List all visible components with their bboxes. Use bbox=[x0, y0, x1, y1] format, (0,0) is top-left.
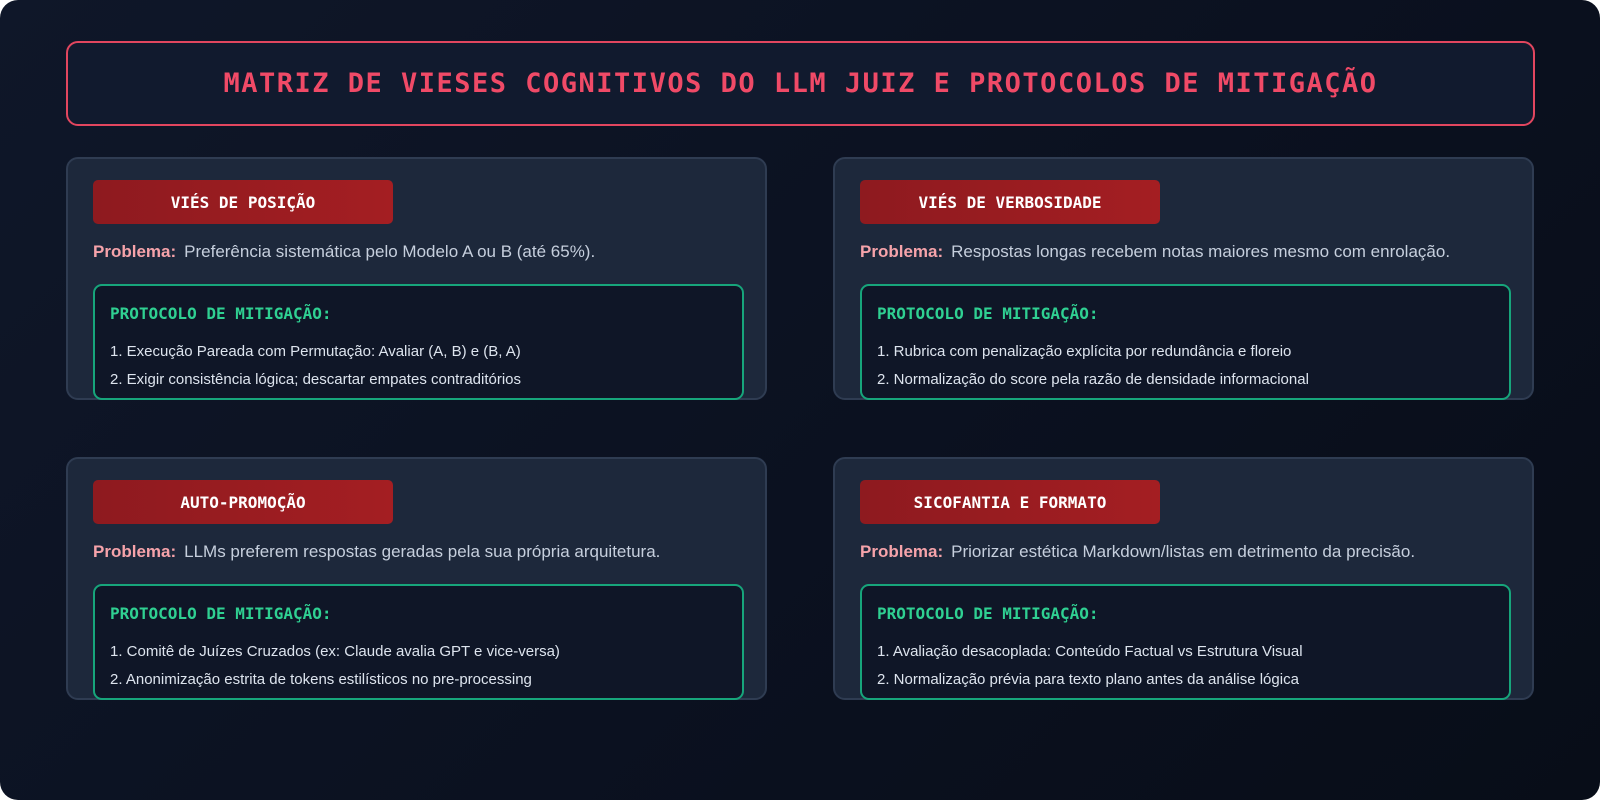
protocol-step: 2. Anonimização estrita de tokens estilísticos no pre-processing bbox=[110, 671, 532, 688]
protocol-step: 2. Normalização do score pela razão de densidade informacional bbox=[877, 371, 1309, 388]
protocol-title: PROTOCOLO DE MITIGAÇÃO: bbox=[110, 604, 332, 623]
protocol-title: PROTOCOLO DE MITIGAÇÃO: bbox=[110, 304, 332, 323]
problem-text: Priorizar estética Markdown/listas em detrimento da precisão. bbox=[951, 542, 1416, 561]
bias-name: SICOFANTIA E FORMATO bbox=[913, 492, 1107, 512]
protocol-step: 1. Rubrica com penalização explícita por redundância e floreio bbox=[877, 343, 1292, 360]
bias-badge bbox=[93, 180, 393, 224]
bias-name: VIÉS DE VERBOSIDADE bbox=[918, 192, 1102, 212]
problem-label: Problema: bbox=[860, 542, 944, 561]
mitigation-protocol-box bbox=[860, 584, 1511, 700]
mitigation-protocol-box bbox=[93, 584, 744, 700]
mitigation-protocol-box bbox=[93, 284, 744, 400]
protocol-steps bbox=[877, 638, 1303, 694]
problem-label: Problema: bbox=[93, 242, 177, 261]
bias-name: VIÉS DE POSIÇÃO bbox=[170, 192, 316, 212]
diagram-title: MATRIZ DE VIESES COGNITIVOS DO LLM JUIZ E PROTOCOLOS DE MITIGAÇÃO bbox=[223, 68, 1378, 99]
bias-card-sycophancy bbox=[833, 457, 1534, 700]
problem-label: Problema: bbox=[93, 542, 177, 561]
problem-text: Preferência sistemática pelo Modelo A ou B (até 65%). bbox=[184, 242, 596, 261]
protocol-step: 1. Avaliação desacoplada: Conteúdo Factual vs Estrutura Visual bbox=[877, 643, 1303, 660]
title-banner bbox=[66, 41, 1535, 126]
bias-badge bbox=[860, 180, 1160, 224]
protocol-steps bbox=[110, 338, 521, 394]
problem-text: LLMs preferem respostas geradas pela sua própria arquitetura. bbox=[184, 542, 661, 561]
bias-badge bbox=[860, 480, 1160, 524]
problem-label: Problema: bbox=[860, 242, 944, 261]
bias-card-position bbox=[66, 157, 767, 400]
bias-card-verbosity bbox=[833, 157, 1534, 400]
protocol-title: PROTOCOLO DE MITIGAÇÃO: bbox=[877, 304, 1099, 323]
protocol-step: 2. Exigir consistência lógica; descartar empates contraditórios bbox=[110, 371, 522, 388]
protocol-title: PROTOCOLO DE MITIGAÇÃO: bbox=[877, 604, 1099, 623]
problem-statement bbox=[860, 542, 1512, 562]
bias-name: AUTO-PROMOÇÃO bbox=[180, 492, 306, 512]
protocol-step: 1. Comitê de Juízes Cruzados (ex: Claude avalia GPT e vice-versa) bbox=[110, 643, 560, 660]
protocol-steps bbox=[877, 338, 1309, 394]
protocol-steps bbox=[110, 638, 560, 694]
problem-statement bbox=[93, 242, 745, 262]
problem-statement bbox=[860, 242, 1512, 262]
mitigation-protocol-box bbox=[860, 284, 1511, 400]
problem-text: Respostas longas recebem notas maiores mesmo com enrolação. bbox=[951, 242, 1451, 261]
protocol-step: 1. Execução Pareada com Permutação: Avaliar (A, B) e (B, A) bbox=[110, 343, 521, 360]
protocol-step: 2. Normalização prévia para texto plano antes da análise lógica bbox=[877, 671, 1299, 688]
bias-badge bbox=[93, 480, 393, 524]
problem-statement bbox=[93, 542, 745, 562]
bias-card-self-promotion bbox=[66, 457, 767, 700]
